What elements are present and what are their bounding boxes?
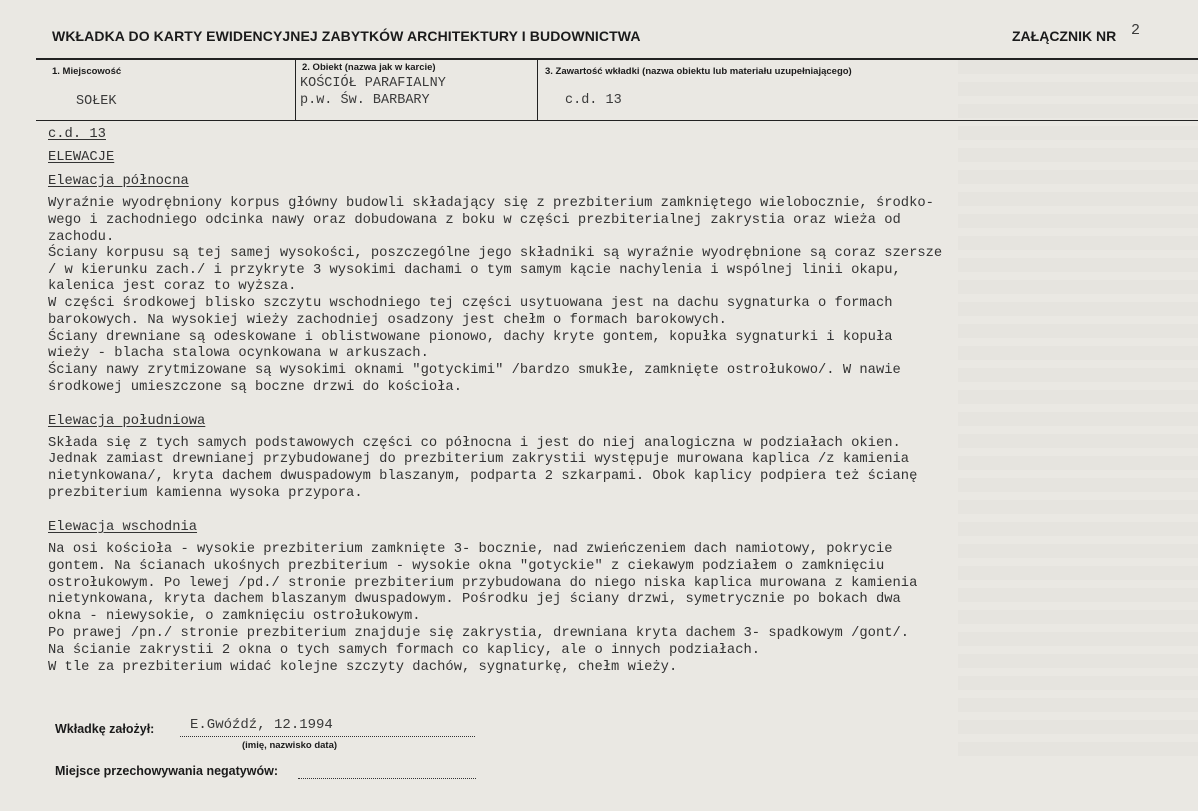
text-line: prezbiterium kamienna wysoka przypora.	[48, 486, 363, 501]
heading-cd: c.d. 13	[48, 127, 106, 142]
text-line: W tle za prezbiterium widać kolejne szczyty dachów, sygnaturkę, chełm wieży.	[48, 660, 678, 675]
object-label: 2. Obiekt (nazwa jak w karcie)	[302, 62, 436, 73]
text-line: Ściany korpusu są tej samej wysokości, poszczególne jego składniki są wyraźnie wyodrębnione są coraz szersze	[48, 246, 943, 261]
text-line: nietynkowana/, kryta dachem dwuspadowym blaszanym, podparta 2 szkarpami. Obok kaplicy podpiera też ścianę	[48, 469, 918, 484]
object-value-line1: KOŚCIÓŁ PARAFIALNY	[300, 76, 446, 91]
text-line: / w kierunku zach./ i przykryte 3 wysokimi dachami o tym samym kącie nachylenia i wspólnej linii okapu,	[48, 263, 901, 278]
author-value: E.Gwóźdź, 12.1994	[190, 717, 333, 733]
text-line: W części środkowej blisko szczytu wschodniego tej części usytuowana jest na dachu sygnaturka o formach	[48, 296, 893, 311]
content-label: 3. Zawartość wkładki (nazwa obiektu lub materiału uzupełniającego)	[545, 66, 852, 77]
text-line: zachodu.	[48, 230, 115, 245]
heading-elewacje: ELEWACJE	[48, 150, 115, 165]
author-caption: (imię, nazwisko data)	[242, 740, 338, 751]
heading-north: Elewacja północna	[48, 174, 189, 189]
text-line: nietynkowana, kryta dachem blaszanym dwuspadowym. Pośrodku jej ściany drzwi, symetrycznie po bokach dwa	[48, 592, 901, 607]
heading-east: Elewacja wschodnia	[48, 520, 198, 535]
show-through-text	[958, 60, 1198, 760]
field-divider-2	[537, 58, 538, 121]
text-line: kalenica jest coraz to wyższa.	[48, 279, 297, 294]
header-bottom-rule	[36, 120, 1198, 121]
form-title: WKŁADKA DO KARTY EWIDENCYJNEJ ZABYTKÓW ARCHITEKTURY I BUDOWNICTWA	[52, 28, 641, 44]
attachment-number: 2	[1131, 22, 1141, 39]
text-line: gontem. Na ścianach ukośnych prezbiterium - wysokie okna "gotyckie" z ciekawym podziałem o zamknięciu	[48, 559, 885, 574]
attachment-label: ZAŁĄCZNIK NR	[1012, 28, 1117, 44]
heading-south: Elewacja południowa	[48, 414, 206, 429]
object-value-line2: p.w. Św. BARBARY	[300, 93, 430, 108]
text-line: wieży - blacha stalowa ocynkowana w arkuszach.	[48, 346, 429, 361]
text-line: wego i zachodniego odcinka nawy oraz dobudowana z boku w części prezbiterialnej zakrystia oraz wieża od	[48, 213, 901, 228]
text-line: okna - niewysokie, o zamknięciu ostrołukowym.	[48, 609, 421, 624]
place-value: SOŁEK	[76, 94, 117, 109]
text-line: Jednak zamiast drewnianej przybudowanej do prezbiterium zakrystii występuje murowana kaplica /z kamienia	[48, 452, 910, 467]
text-line: środkowej umieszczone są boczne drzwi do kościoła.	[48, 380, 462, 395]
text-line: ostrołukowym. Po lewej /pd./ stronie prezbiterium przybudowana do niego niska kaplica murowana z kamienia	[48, 576, 918, 591]
header-top-rule	[36, 58, 1198, 60]
text-line: Składa się z tych samych podstawowych części co północna i jest do niej analogiczna w podziałach okien.	[48, 436, 901, 451]
text-line: barokowych. Na wysokiej wieży zachodniej osadzony jest chełm o formach barokowych.	[48, 313, 727, 328]
text-line: Na osi kościoła - wysokie prezbiterium zamknięte 3- bocznie, nad zwieńczeniem dach namiotowy, pokrycie	[48, 542, 893, 557]
negatives-dotted-line	[298, 778, 476, 779]
text-line: Po prawej /pn./ stronie prezbiterium znajduje się zakrystia, drewniana kryta dachem 3- spadkowym /gont/.	[48, 626, 910, 641]
text-line: Na ścianie zakrystii 2 okna o tych samych formach co kaplicy, ale o innych podziałach.	[48, 643, 761, 658]
negatives-label: Miejsce przechowywania negatywów:	[55, 764, 278, 778]
text-line: Ściany drewniane są odeskowane i oblistwowane pionowo, dachy kryte gontem, kopułka sygnaturki i kopuła	[48, 330, 893, 345]
author-dotted-line	[180, 736, 475, 737]
text-line: Wyraźnie wyodrębniony korpus główny budowli składający się z prezbiterium zamkniętego wielobocznie, środko-	[48, 196, 934, 211]
author-label: Wkładkę założył:	[55, 722, 155, 736]
field-divider-1	[295, 58, 296, 121]
text-line: Ściany nawy zrytmizowane są wysokimi oknami "gotyckimi" /bardzo smukłe, zamknięte ostrołukowo/. W nawie	[48, 363, 901, 378]
content-value: c.d. 13	[565, 93, 622, 108]
place-label: 1. Miejscowość	[52, 66, 122, 77]
